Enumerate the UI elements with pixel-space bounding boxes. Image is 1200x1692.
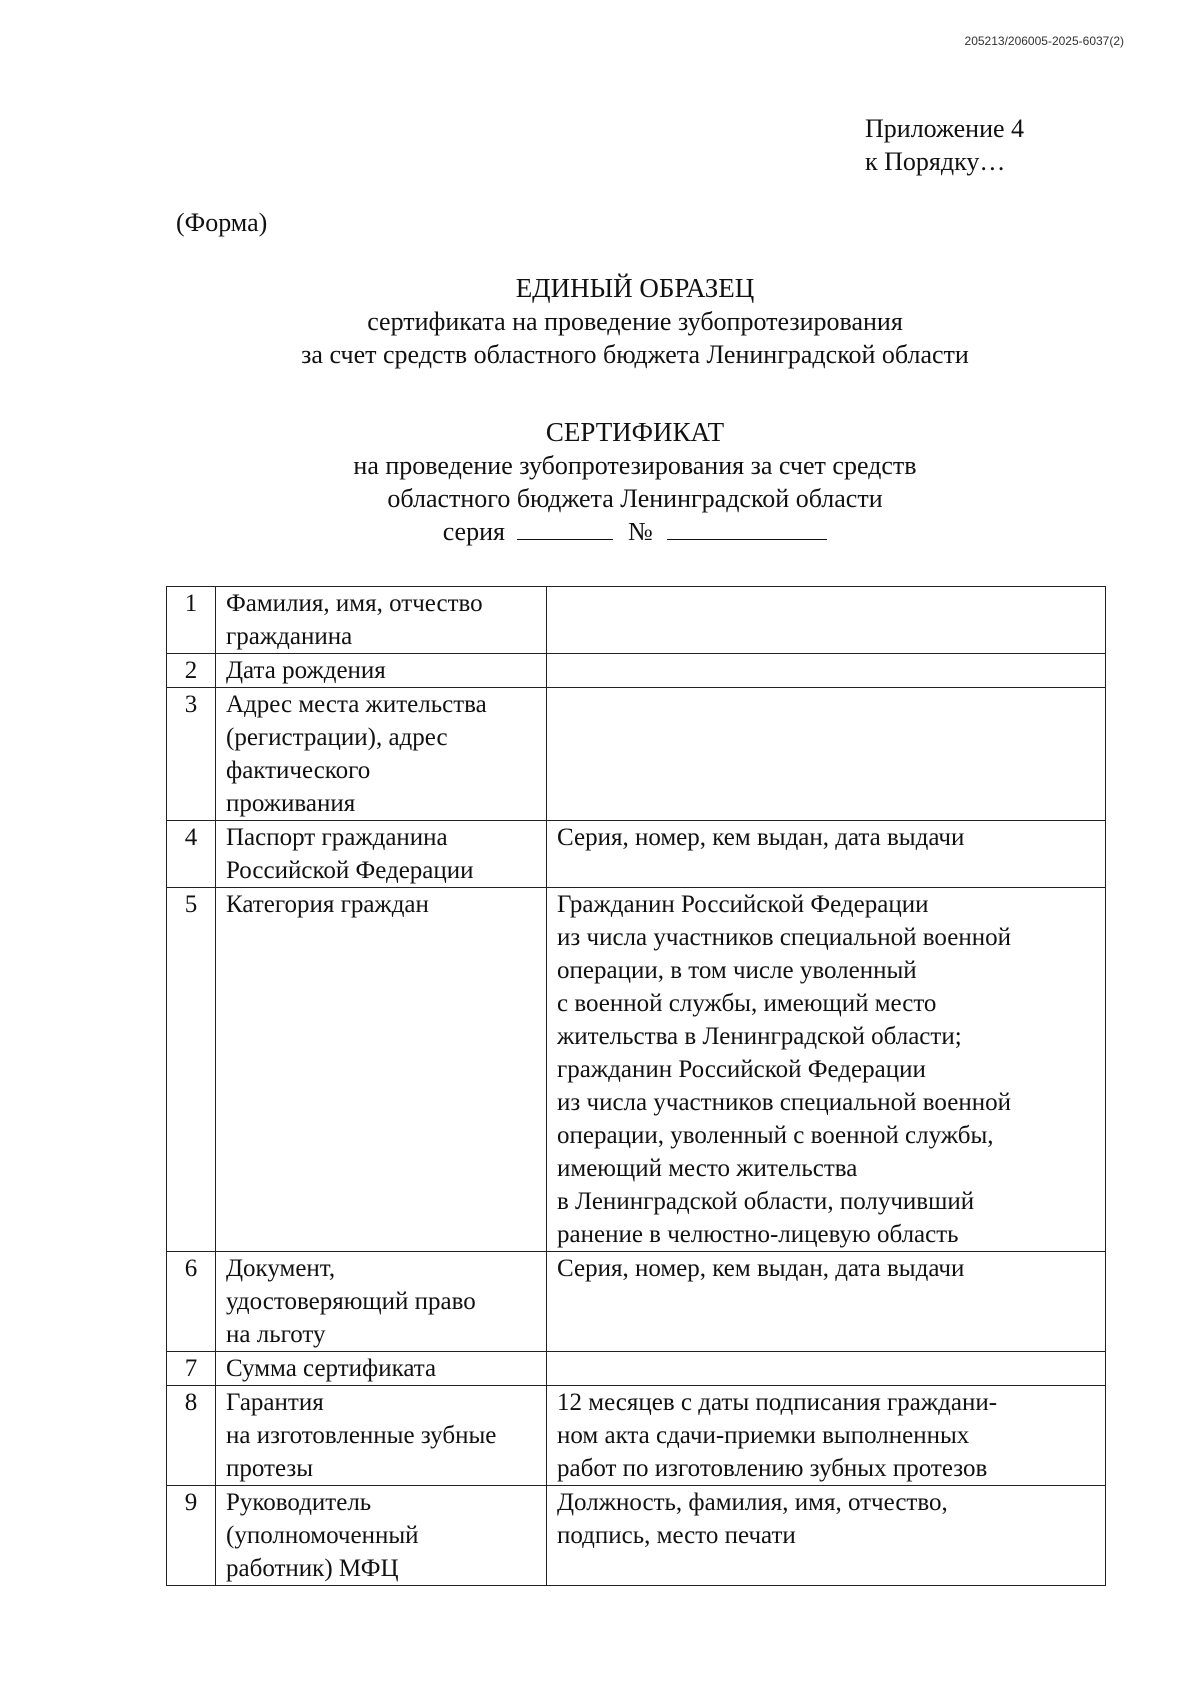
row-label-line: Сумма сертификата	[226, 1355, 437, 1382]
row-label	[216, 654, 547, 688]
row-value-line: Гражданин Российской Федерации	[557, 891, 929, 918]
row-value-line: Серия, номер, кем выдан, дата выдачи	[557, 1255, 965, 1282]
header-title: ЕДИНЫЙ ОБРАЗЕЦ	[515, 273, 755, 303]
row-value-line: работ по изготовлению зубных протезов	[557, 1455, 988, 1482]
row-number: 5	[167, 888, 216, 1252]
table-row	[167, 654, 1106, 688]
row-number: 1	[167, 587, 216, 654]
row-label	[216, 587, 547, 654]
row-value-line: имеющий место жительства	[557, 1155, 858, 1182]
certificate-table	[166, 586, 1106, 1586]
row-number: 3	[167, 688, 216, 821]
row-number: 6	[167, 1252, 216, 1352]
row-label	[216, 1386, 547, 1486]
table-row	[167, 1386, 1106, 1486]
row-value-line: с военной службы, имеющий место	[557, 990, 937, 1017]
row-label-line: фактического	[226, 757, 371, 784]
header-block	[0, 272, 1200, 371]
table-row	[167, 1352, 1106, 1386]
row-label-line: Российской Федерации	[226, 857, 474, 884]
row-label	[216, 1352, 547, 1386]
row-number: 2	[167, 654, 216, 688]
table-row	[167, 888, 1106, 1252]
certificate-line-1: на проведение зубопротезирования за счет средств	[353, 451, 917, 480]
row-label-line: удостоверяющий право	[226, 1288, 476, 1315]
row-value-line: подпись, место печати	[557, 1522, 796, 1549]
table-row	[167, 1486, 1106, 1586]
table-row	[167, 688, 1106, 821]
row-label-line: Руководитель	[226, 1489, 372, 1516]
appendix-line-2: к Порядку…	[865, 147, 1006, 176]
row-label	[216, 688, 547, 821]
row-value	[547, 654, 1106, 688]
series-blank	[517, 515, 613, 540]
row-value-line: из числа участников специальной военной	[557, 1089, 1011, 1116]
certificate-block	[0, 416, 1200, 548]
row-number: 8	[167, 1386, 216, 1486]
row-value	[547, 1252, 1106, 1352]
row-label-line: Категория граждан	[226, 891, 429, 918]
document-id: 205213/206005-2025-6037(2)	[964, 34, 1124, 48]
row-value-line: ранение в челюстно-лицевую область	[557, 1221, 959, 1248]
number-label: №	[627, 517, 653, 546]
row-value-line: из числа участников специальной военной	[557, 924, 1011, 951]
certificate-series-line	[0, 515, 1200, 548]
row-label-line: протезы	[226, 1455, 314, 1482]
certificate-line-2: областного бюджета Ленинградской области	[387, 484, 883, 513]
row-label-line: Адрес места жительства	[226, 691, 487, 718]
row-label-line: Гарантия	[226, 1389, 324, 1416]
row-value-line: 12 месяцев с даты подписания граждани-	[557, 1389, 998, 1416]
row-value	[547, 587, 1106, 654]
row-label-line: Дата рождения	[226, 657, 386, 684]
row-value	[547, 1352, 1106, 1386]
row-value	[547, 1386, 1106, 1486]
number-blank	[667, 515, 827, 540]
row-label-line: гражданина	[226, 623, 353, 650]
row-label-line: Паспорт гражданина	[226, 824, 448, 851]
row-value-line: ном акта сдачи-приемки выполненных	[557, 1422, 970, 1449]
row-value-line: в Ленинградской области, получивший	[557, 1188, 975, 1215]
series-label: серия	[442, 517, 505, 546]
row-value	[547, 1486, 1106, 1586]
row-label-line: (регистрации), адрес	[226, 724, 448, 751]
header-subtitle-line-2: за счет средств областного бюджета Ленинградской области	[301, 340, 969, 369]
row-number: 9	[167, 1486, 216, 1586]
header-subtitle-line-1: сертификата на проведение зубопротезирования	[367, 307, 903, 336]
row-value-line: Должность, фамилия, имя, отчество,	[557, 1489, 948, 1516]
row-value-line: Серия, номер, кем выдан, дата выдачи	[557, 824, 965, 851]
certificate-title: СЕРТИФИКАТ	[545, 417, 725, 447]
row-label-line: на льготу	[226, 1321, 326, 1348]
row-label-line: Документ,	[226, 1255, 336, 1282]
row-value-line: операции, уволенный с военной службы,	[557, 1122, 994, 1149]
row-number: 4	[167, 821, 216, 888]
table-row	[167, 821, 1106, 888]
table-row	[167, 1252, 1106, 1352]
appendix-line-1: Приложение 4	[865, 114, 1025, 143]
row-value	[547, 688, 1106, 821]
row-label-line: (уполномоченный	[226, 1522, 419, 1549]
row-label	[216, 1486, 547, 1586]
row-label-line: работник) МФЦ	[226, 1555, 399, 1582]
row-number: 7	[167, 1352, 216, 1386]
row-label	[216, 821, 547, 888]
row-label	[216, 1252, 547, 1352]
row-label	[216, 888, 547, 1252]
table-row	[167, 587, 1106, 654]
row-label-line: на изготовленные зубные	[226, 1422, 497, 1449]
row-value	[547, 821, 1106, 888]
row-label-line: проживания	[226, 790, 356, 817]
appendix-note	[865, 112, 1024, 178]
row-value-line: операции, в том числе уволенный	[557, 957, 917, 984]
row-value-line: гражданин Российской Федерации	[557, 1056, 926, 1083]
form-label: (Форма)	[176, 208, 268, 237]
row-value-line: жительства в Ленинградской области;	[557, 1023, 962, 1050]
row-value	[547, 888, 1106, 1252]
row-label-line: Фамилия, имя, отчество	[226, 590, 483, 617]
